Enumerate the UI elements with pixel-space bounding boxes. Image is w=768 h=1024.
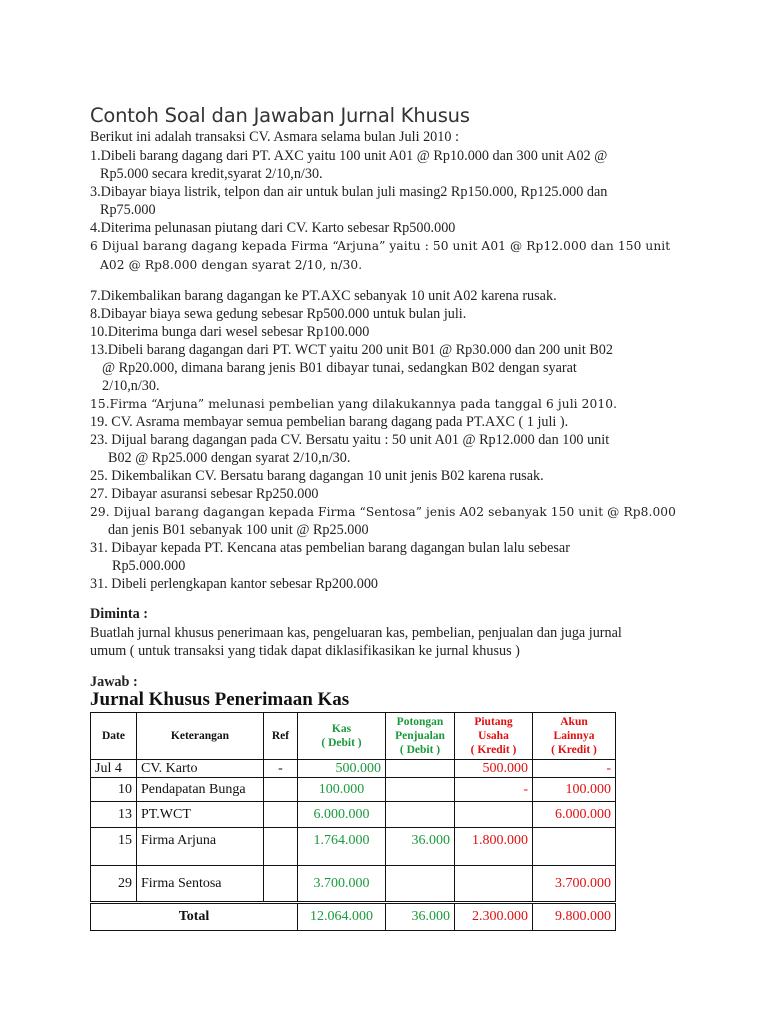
- cell-akun: 6.000.000: [533, 802, 616, 828]
- transaction-line: Rp5.000.000: [112, 558, 186, 574]
- header-piutang-line: ( Kredit ): [470, 744, 517, 756]
- header-akun-line: ( Kredit ): [551, 744, 597, 756]
- jawab-label: Jawab :: [90, 674, 138, 690]
- cell-date: 15: [91, 828, 137, 866]
- total-label: Total: [91, 903, 298, 931]
- cell-piutang: [455, 802, 533, 828]
- transaction-line: @ Rp20.000, dimana barang jenis B01 dibayar tunai, sedangkan B02 dengan syarat: [102, 360, 577, 376]
- cell-potongan: [386, 778, 455, 802]
- transaction-line: 31. Dibeli perlengkapan kantor sebesar Rp200.000: [90, 576, 379, 592]
- cell-potongan: 36.000: [386, 828, 455, 866]
- transaction-line: 27. Dibayar asuransi sebesar Rp250.000: [90, 486, 319, 502]
- transaction-line: 31. Dibayar kepada PT. Kencana atas pembelian barang dagangan bulan lalu sebesar: [90, 540, 570, 556]
- cell-date: 29: [91, 866, 137, 903]
- header-piutang: [455, 713, 533, 760]
- journal-title: Jurnal Khusus Penerimaan Kas: [90, 689, 350, 710]
- diminta-text: Buatlah jurnal khusus penerimaan kas, pengeluaran kas, pembelian, penjualan dan juga jurnal: [90, 625, 622, 641]
- header-kas: [298, 713, 386, 760]
- table-row: [91, 866, 616, 903]
- header-potongan-line: Potongan: [396, 716, 444, 728]
- cell-ref: -: [264, 760, 298, 778]
- cell-date: 13: [91, 802, 137, 828]
- cell-ref: [264, 778, 298, 802]
- diminta-label: Diminta :: [90, 606, 148, 622]
- header-akun-line: Akun: [560, 716, 588, 728]
- transaction-line: Rp5.000 secara kredit,syarat 2/10,n/30.: [100, 166, 323, 182]
- header-potongan-line: Penjualan: [395, 730, 445, 742]
- transaction-line: 23. Dijual barang dagangan pada CV. Bersatu yaitu : 50 unit A01 @ Rp12.000 dan 100 unit: [90, 432, 610, 448]
- cell-potongan: [386, 802, 455, 828]
- total-kas: 12.064.000: [298, 903, 386, 931]
- cell-date: 10: [91, 778, 137, 802]
- transaction-line: Rp75.000: [100, 202, 156, 218]
- transaction-line: 19. CV. Asrama membayar semua pembelian barang dagang pada PT.AXC ( 1 juli ).: [90, 414, 569, 430]
- table-row: [91, 828, 616, 866]
- cell-potongan: [386, 866, 455, 903]
- cell-piutang: -: [455, 778, 533, 802]
- cell-piutang: 1.800.000: [455, 828, 533, 866]
- table-row: [91, 802, 616, 828]
- transaction-line: 13.Dibeli barang dagangan dari PT. WCT yaitu 200 unit B01 @ Rp30.000 dan 200 unit B02: [90, 342, 613, 358]
- header-piutang-line: Piutang: [474, 716, 513, 728]
- transaction-line: 25. Dikembalikan CV. Bersatu barang dagangan 10 unit jenis B02 karena rusak.: [90, 468, 544, 484]
- total-potongan: 36.000: [386, 903, 455, 931]
- cell-piutang: 500.000: [455, 760, 533, 778]
- cell-keterangan: PT.WCT: [137, 802, 264, 828]
- cell-kas: 500.000: [298, 760, 386, 778]
- cell-kas: 3.700.000: [298, 866, 386, 903]
- cell-ref: [264, 802, 298, 828]
- table-header-row: [91, 713, 616, 760]
- table-row: [91, 760, 616, 778]
- header-kas-line: ( Debit ): [321, 737, 362, 749]
- diminta-text: umum ( untuk transaksi yang tidak dapat diklasifikasikan ke jurnal khusus ): [90, 643, 520, 659]
- cell-keterangan: Pendapatan Bunga: [137, 778, 264, 802]
- cell-keterangan: Firma Arjuna: [137, 828, 264, 866]
- cell-akun: 3.700.000: [533, 866, 616, 903]
- transaction-line: 8.Dibayar biaya sewa gedung sebesar Rp500.000 untuk bulan juli.: [90, 306, 467, 322]
- transaction-line: 1.Dibeli barang dagang dari PT. AXC yaitu 100 unit A01 @ Rp10.000 dan 300 unit A02 @: [90, 148, 608, 164]
- total-akun: 9.800.000: [533, 903, 616, 931]
- transaction-line: dan jenis B01 sebanyak 100 unit @ Rp25.000: [108, 522, 369, 538]
- table-total-row: [91, 903, 616, 931]
- header-ref: Ref: [264, 713, 298, 760]
- total-piutang: 2.300.000: [455, 903, 533, 931]
- header-kas-line: Kas: [331, 723, 352, 735]
- cell-date: Jul 4: [91, 760, 137, 778]
- header-potongan-line: ( Debit ): [399, 744, 441, 756]
- transaction-line: 4.Diterima pelunasan piutang dari CV. Karto sebesar Rp500.000: [90, 220, 456, 236]
- header-potongan: [386, 713, 455, 760]
- cell-potongan: [386, 760, 455, 778]
- header-akun: [533, 713, 616, 760]
- transaction-line: 3.Dibayar biaya listrik, telpon dan air untuk bulan juli masing2 Rp150.000, Rp125.000 dan: [90, 184, 608, 200]
- cell-keterangan: Firma Sentosa: [137, 866, 264, 903]
- cell-piutang: [455, 866, 533, 903]
- transaction-line: 6 Dijual barang dagang kepada Firma “Arjuna” yaitu : 50 unit A01 @ Rp12.000 dan 150 unit: [90, 239, 671, 253]
- page-title: Contoh Soal dan Jawaban Jurnal Khusus: [90, 104, 470, 127]
- cell-kas: 1.764.000: [298, 828, 386, 866]
- cell-akun: 100.000: [533, 778, 616, 802]
- transaction-line: 7.Dikembalikan barang dagangan ke PT.AXC sebanyak 10 unit A02 karena rusak.: [90, 288, 557, 304]
- transaction-line: 2/10,n/30.: [102, 378, 160, 394]
- header-date: Date: [91, 713, 137, 760]
- header-piutang-line: Usaha: [478, 730, 509, 742]
- header-akun-line: Lainnya: [553, 730, 595, 742]
- cell-akun: -: [533, 760, 616, 778]
- journal-table: [90, 712, 616, 931]
- cell-ref: [264, 828, 298, 866]
- cell-kas: 100.000: [298, 778, 386, 802]
- intro-text: Berikut ini adalah transaksi CV. Asmara selama bulan Juli 2010 :: [90, 129, 459, 145]
- transaction-line: 29. Dijual barang dagangan kepada Firma “Sentosa” jenis A02 sebanyak 150 unit @ Rp8.000: [90, 505, 677, 519]
- table-row: [91, 778, 616, 802]
- transaction-line: 15.Firma “Arjuna” melunasi pembelian yang dilakukannya pada tanggal 6 juli 2010.: [90, 397, 618, 411]
- cell-kas: 6.000.000: [298, 802, 386, 828]
- transaction-line: A02 @ Rp8.000 dengan syarat 2/10, n/30.: [100, 258, 363, 272]
- transaction-line: B02 @ Rp25.000 dengan syarat 2/10,n/30.: [108, 450, 351, 466]
- cell-akun: [533, 828, 616, 866]
- header-keterangan: Keterangan: [137, 713, 264, 760]
- transaction-line: 10.Diterima bunga dari wesel sebesar Rp100.000: [90, 324, 370, 340]
- cell-ref: [264, 866, 298, 903]
- cell-keterangan: CV. Karto: [137, 760, 264, 778]
